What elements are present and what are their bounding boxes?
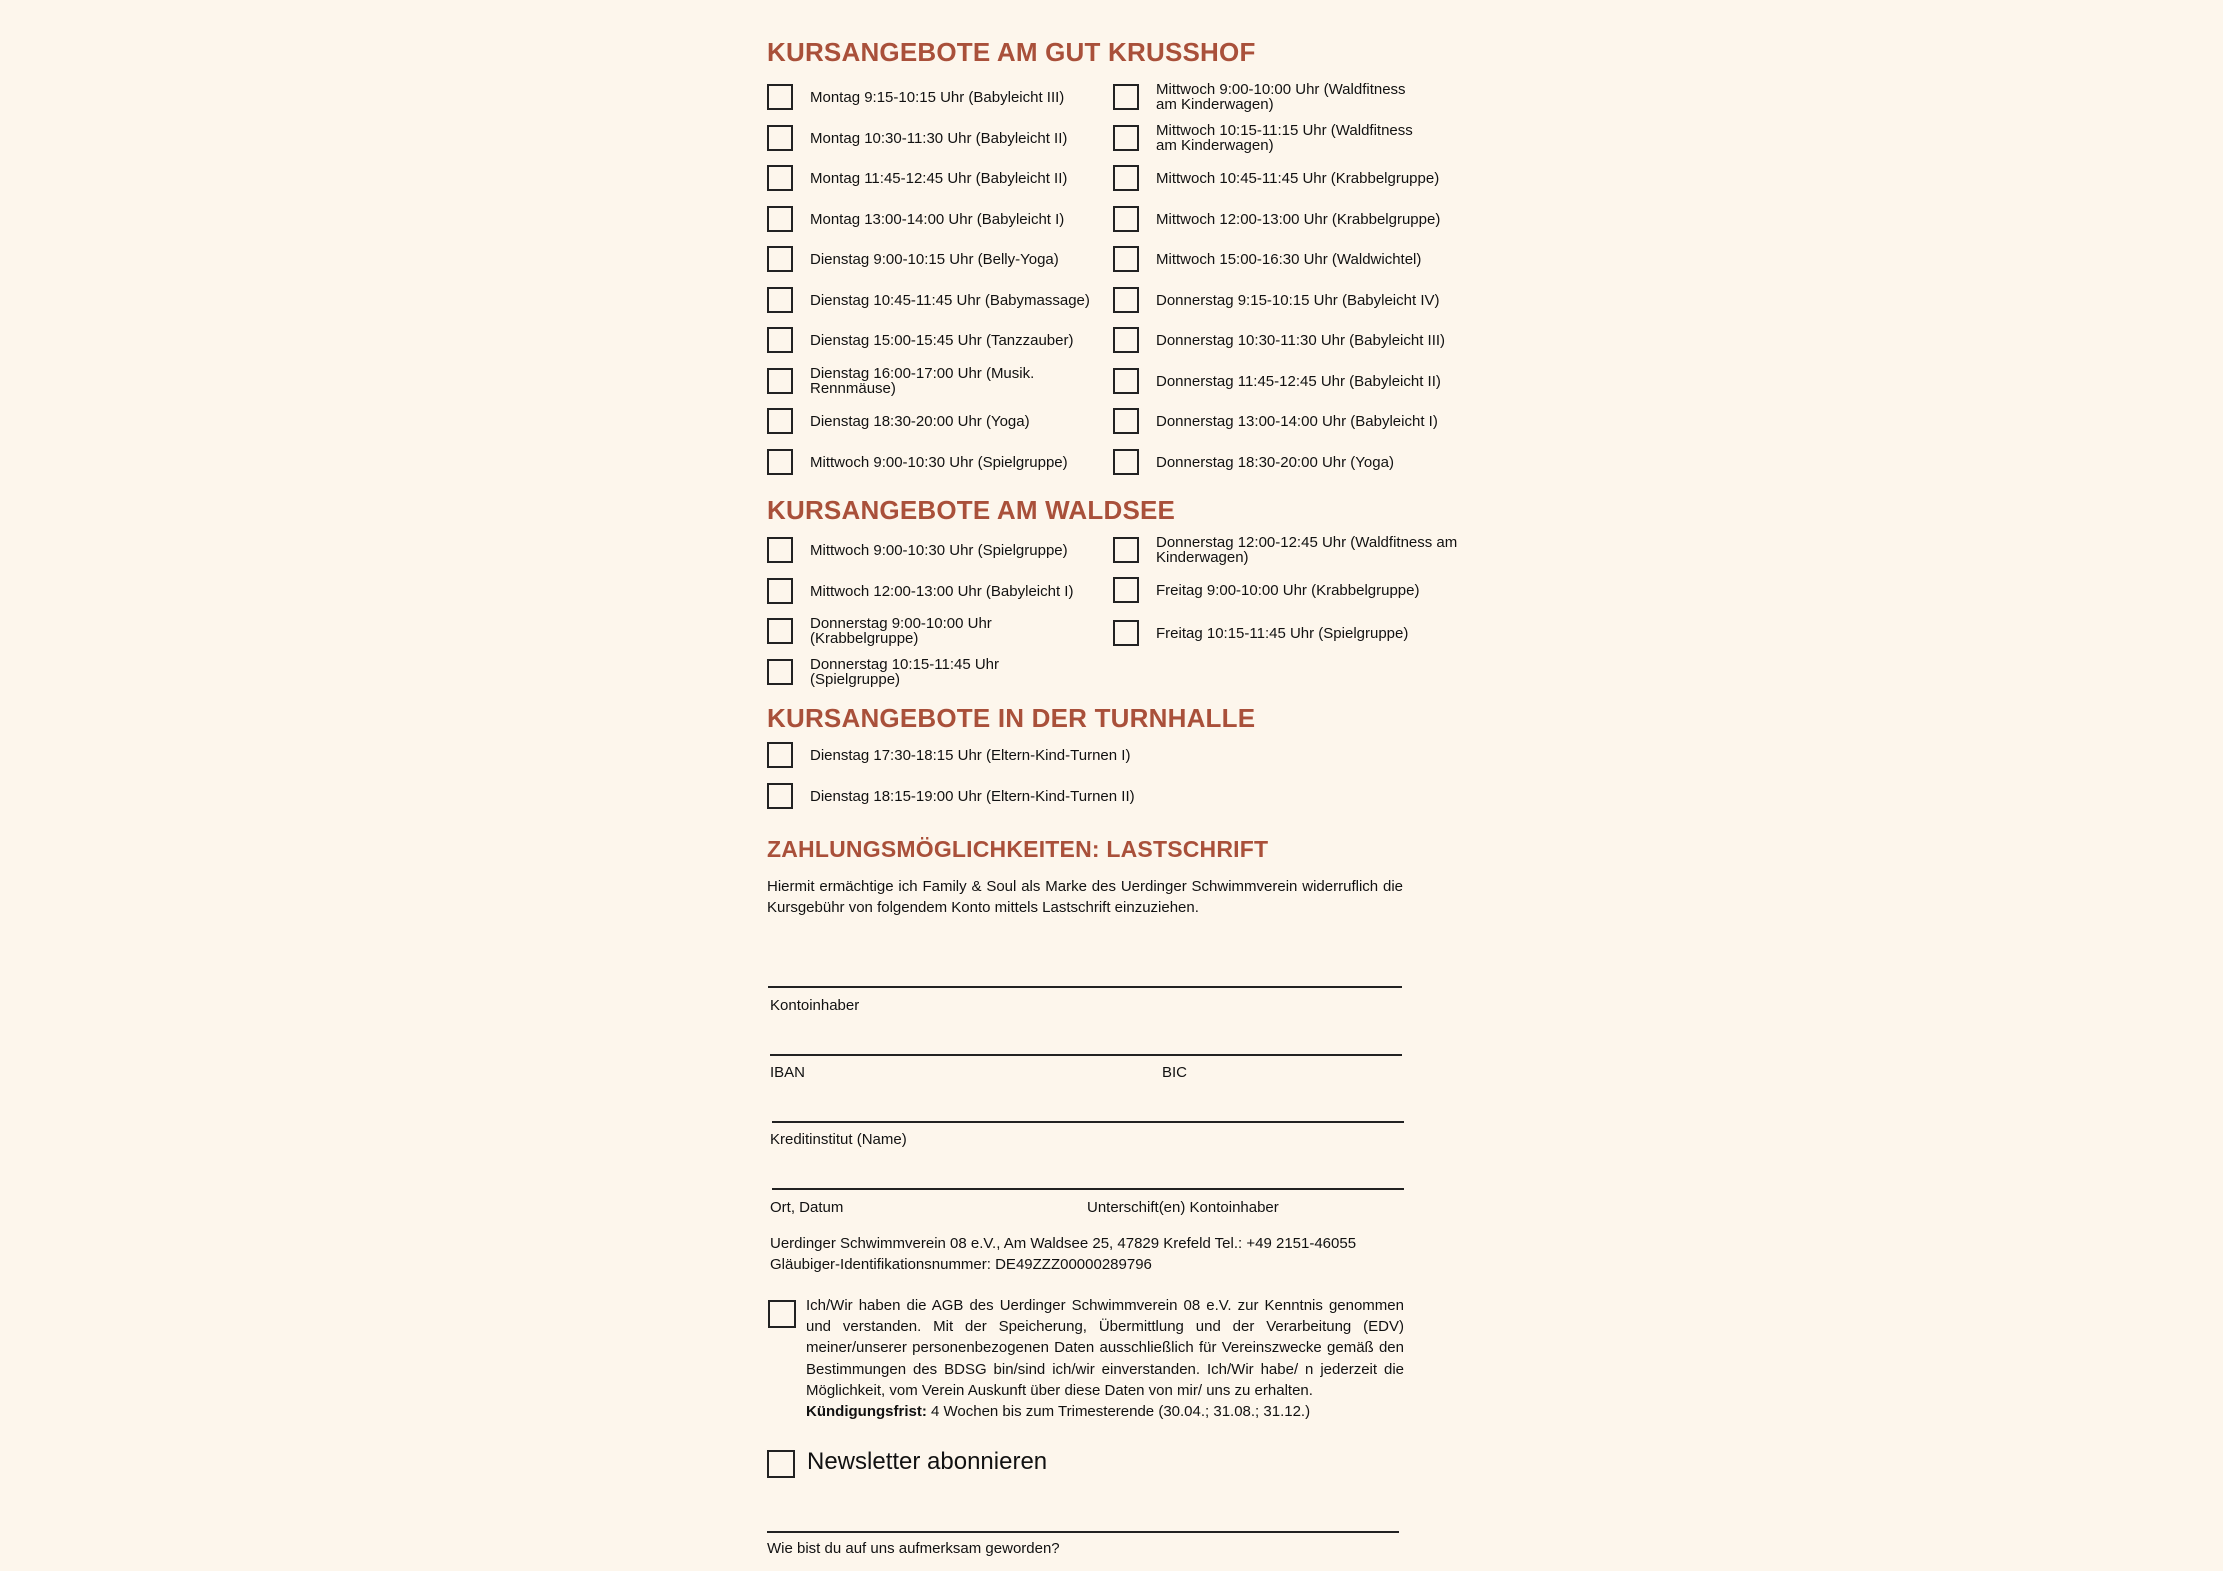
course-checkbox[interactable] xyxy=(767,408,793,434)
iban-bic-line[interactable] xyxy=(770,1054,1402,1056)
course-label-line: Mittwoch 12:00-13:00 Uhr (Babyleicht I) xyxy=(810,582,1074,600)
course-label xyxy=(1156,212,1440,227)
referral-line[interactable] xyxy=(767,1531,1399,1533)
kuendigungsfrist-text: 4 Wochen bis zum Trimesterende (30.04.; 31.08.; 31.12.) xyxy=(926,1403,1311,1421)
course-label xyxy=(1156,535,1457,565)
section-title-turnhalle: KURSANGEBOTE IN DER TURNHALLE xyxy=(767,703,1256,733)
course-label xyxy=(1156,583,1419,598)
course-label-line: Mittwoch 9:00-10:30 Uhr (Spielgruppe) xyxy=(810,542,1068,559)
course-checkbox[interactable] xyxy=(1113,125,1139,151)
course-label xyxy=(810,131,1067,146)
course-label-line: Freitag 9:00-10:00 Uhr (Krabbelgruppe) xyxy=(1156,582,1420,599)
course-label-line: Montag 9:15-10:15 Uhr (Babyleicht III) xyxy=(810,89,1065,106)
course-label xyxy=(1156,171,1439,186)
course-label xyxy=(810,252,1059,267)
course-label xyxy=(810,543,1068,558)
course-label-line: Donnerstag 18:30-20:00 Uhr (Yoga) xyxy=(1156,453,1394,471)
course-label xyxy=(810,171,1067,186)
course-label-line: Donnerstag 13:00-14:00 Uhr (Babyleicht I) xyxy=(1156,413,1438,430)
course-label-line: Dienstag 15:00-15:45 Uhr (Tanzzauber) xyxy=(810,332,1074,349)
course-label-line: Mittwoch 9:00-10:00 Uhr (Waldfitness xyxy=(1156,81,1406,98)
creditor-id: Gläubiger-Identifikationsnummer: DE49ZZZ00000289796 xyxy=(770,1256,1152,1273)
course-checkbox[interactable] xyxy=(767,206,793,232)
referral-label: Wie bist du auf uns aufmerksam geworden? xyxy=(767,1540,1060,1557)
course-label xyxy=(810,657,999,687)
kontoinhaber-label: Kontoinhaber xyxy=(770,997,860,1014)
course-label xyxy=(810,789,1135,804)
course-label-line: Donnerstag 10:15-11:45 Uhr xyxy=(810,655,1000,673)
course-checkbox[interactable] xyxy=(1113,620,1139,646)
sepa-mandate-text: Hiermit ermächtige ich Family & Soul als Marke des Uerdinger Schwimmverein widerruflich die Kursgebühr von folgendem Konto mittels Lastschrift einzuziehen. xyxy=(767,878,1403,916)
course-label xyxy=(810,455,1068,470)
course-label-line: Montag 11:45-12:45 Uhr (Babyleicht II) xyxy=(810,170,1068,187)
course-checkbox[interactable] xyxy=(1113,246,1139,272)
course-label xyxy=(1156,374,1441,389)
consent-text: Ich/Wir haben die AGB des Uerdinger Schwimmverein 08 e.V. zur Kenntnis genommen und verstanden. Mit der Speicherung, Übermittlung und der Verarbeitung (EDV) meiner/unserer personenbezogenen Daten ausschließlich für Vereinszwecke gemäß den Bestimmungen des BDSG bin/sind ich/wir einverstanden. Ich/Wir habe/ n jederzeit die Möglichkeit, vom Verein Auskunft über diese Daten von mir/ uns zu erhalten. xyxy=(806,1297,1404,1399)
course-checkbox[interactable] xyxy=(767,742,793,768)
course-label xyxy=(1156,123,1413,153)
course-label xyxy=(810,584,1073,599)
course-label-line: Dienstag 10:45-11:45 Uhr (Babymassage) xyxy=(810,291,1090,309)
course-checkbox[interactable] xyxy=(1113,368,1139,394)
course-checkbox[interactable] xyxy=(1113,577,1139,603)
course-label-line: Mittwoch 10:15-11:15 Uhr (Waldfitness xyxy=(1156,121,1413,139)
newsletter-label: Newsletter abonnieren xyxy=(807,1448,1048,1475)
course-label xyxy=(1156,626,1408,641)
course-label xyxy=(810,748,1130,763)
course-label xyxy=(810,212,1064,227)
course-label xyxy=(810,90,1064,105)
course-checkbox[interactable] xyxy=(1113,287,1139,313)
course-label-line: Dienstag 18:15-19:00 Uhr (Eltern-Kind-Turnen II) xyxy=(810,787,1135,805)
consent-text-block xyxy=(806,1295,1404,1422)
course-label-line: Mittwoch 15:00-16:30 Uhr (Waldwichtel) xyxy=(1156,251,1422,268)
course-checkbox[interactable] xyxy=(767,659,793,685)
course-checkbox[interactable] xyxy=(1113,327,1139,353)
course-label-line: Kinderwagen) xyxy=(1156,549,1249,566)
course-checkbox[interactable] xyxy=(767,246,793,272)
course-label-line: Donnerstag 9:00-10:00 Uhr xyxy=(810,615,992,632)
course-checkbox[interactable] xyxy=(767,618,793,644)
course-checkbox[interactable] xyxy=(767,287,793,313)
section-title-payment: ZAHLUNGSMÖGLICHKEITEN: LASTSCHRIFT xyxy=(767,836,1269,862)
course-label-line: Donnerstag 9:15-10:15 Uhr (Babyleicht IV) xyxy=(1156,291,1440,309)
course-label-line: Montag 10:30-11:30 Uhr (Babyleicht II) xyxy=(810,129,1068,147)
course-checkbox[interactable] xyxy=(767,165,793,191)
course-label xyxy=(1156,455,1394,470)
course-label xyxy=(810,293,1090,308)
course-label-line: Rennmäuse) xyxy=(810,379,896,397)
course-label xyxy=(1156,252,1421,267)
course-label-line: Mittwoch 9:00-10:30 Uhr (Spielgruppe) xyxy=(810,453,1068,471)
course-label-line: Dienstag 17:30-18:15 Uhr (Eltern-Kind-Turnen I) xyxy=(810,747,1131,764)
kreditinstitut-line[interactable] xyxy=(772,1121,1404,1123)
course-checkbox[interactable] xyxy=(767,327,793,353)
course-label xyxy=(810,414,1030,429)
course-label xyxy=(810,366,1034,396)
course-label-line: am Kinderwagen) xyxy=(1156,136,1274,154)
course-label-line: Freitag 10:15-11:45 Uhr (Spielgruppe) xyxy=(1156,625,1409,642)
section-title-gut-krusshof: KURSANGEBOTE AM GUT KRUSSHOF xyxy=(767,37,1256,67)
course-checkbox[interactable] xyxy=(1113,449,1139,475)
course-label-line: (Spielgruppe) xyxy=(810,670,901,688)
kreditinstitut-label: Kreditinstitut (Name) xyxy=(770,1131,907,1148)
course-label-line: am Kinderwagen) xyxy=(1156,96,1274,113)
course-checkbox[interactable] xyxy=(767,783,793,809)
course-label-line: Donnerstag 11:45-12:45 Uhr (Babyleicht II) xyxy=(1156,372,1441,390)
kuendigungsfrist-label: Kündigungsfrist: xyxy=(806,1403,927,1421)
course-checkbox[interactable] xyxy=(767,368,793,394)
course-label-line: Dienstag 16:00-17:00 Uhr (Musik. xyxy=(810,364,1035,382)
course-label-line: (Krabbelgruppe) xyxy=(810,630,919,647)
course-checkbox[interactable] xyxy=(1113,206,1139,232)
kontoinhaber-line[interactable] xyxy=(768,986,1402,988)
course-label xyxy=(1156,333,1445,348)
course-label-line: Dienstag 9:00-10:15 Uhr (Belly-Yoga) xyxy=(810,251,1059,268)
course-label-line: Donnerstag 10:30-11:30 Uhr (Babyleicht III) xyxy=(1156,332,1446,349)
course-label xyxy=(810,333,1073,348)
course-checkbox[interactable] xyxy=(767,125,793,151)
course-label-line: Donnerstag 12:00-12:45 Uhr (Waldfitness am xyxy=(1156,534,1458,551)
course-checkbox[interactable] xyxy=(767,537,793,563)
course-checkbox[interactable] xyxy=(767,84,793,110)
bic-label: BIC xyxy=(1162,1064,1188,1081)
course-checkbox[interactable] xyxy=(1113,408,1139,434)
consent-checkbox-box[interactable] xyxy=(768,1300,796,1328)
course-label-line: Montag 13:00-14:00 Uhr (Babyleicht I) xyxy=(810,210,1065,228)
section-title-waldsee: KURSANGEBOTE AM WALDSEE xyxy=(767,495,1176,525)
course-label-line: Dienstag 18:30-20:00 Uhr (Yoga) xyxy=(810,413,1030,430)
course-label xyxy=(1156,293,1439,308)
course-label-line: Mittwoch 10:45-11:45 Uhr (Krabbelgruppe) xyxy=(1156,170,1440,187)
course-checkbox[interactable] xyxy=(1113,537,1139,563)
course-label xyxy=(1156,82,1406,112)
course-checkbox[interactable] xyxy=(767,449,793,475)
course-checkbox[interactable] xyxy=(1113,84,1139,110)
ort-datum-signature-line[interactable] xyxy=(772,1188,1404,1190)
newsletter-checkbox[interactable] xyxy=(767,1450,795,1478)
signature-label: Unterschift(en) Kontoinhaber xyxy=(1087,1199,1279,1216)
course-label xyxy=(1156,414,1438,429)
course-label-line: Mittwoch 12:00-13:00 Uhr (Krabbelgruppe) xyxy=(1156,210,1441,228)
course-label xyxy=(810,616,992,646)
course-checkbox[interactable] xyxy=(1113,165,1139,191)
course-checkbox[interactable] xyxy=(767,578,793,604)
ort-datum-label: Ort, Datum xyxy=(770,1199,844,1216)
iban-label: IBAN xyxy=(770,1064,806,1081)
creditor-address: Uerdinger Schwimmverein 08 e.V., Am Waldsee 25, 47829 Krefeld Tel.: +49 2151-46055 xyxy=(770,1235,1357,1252)
